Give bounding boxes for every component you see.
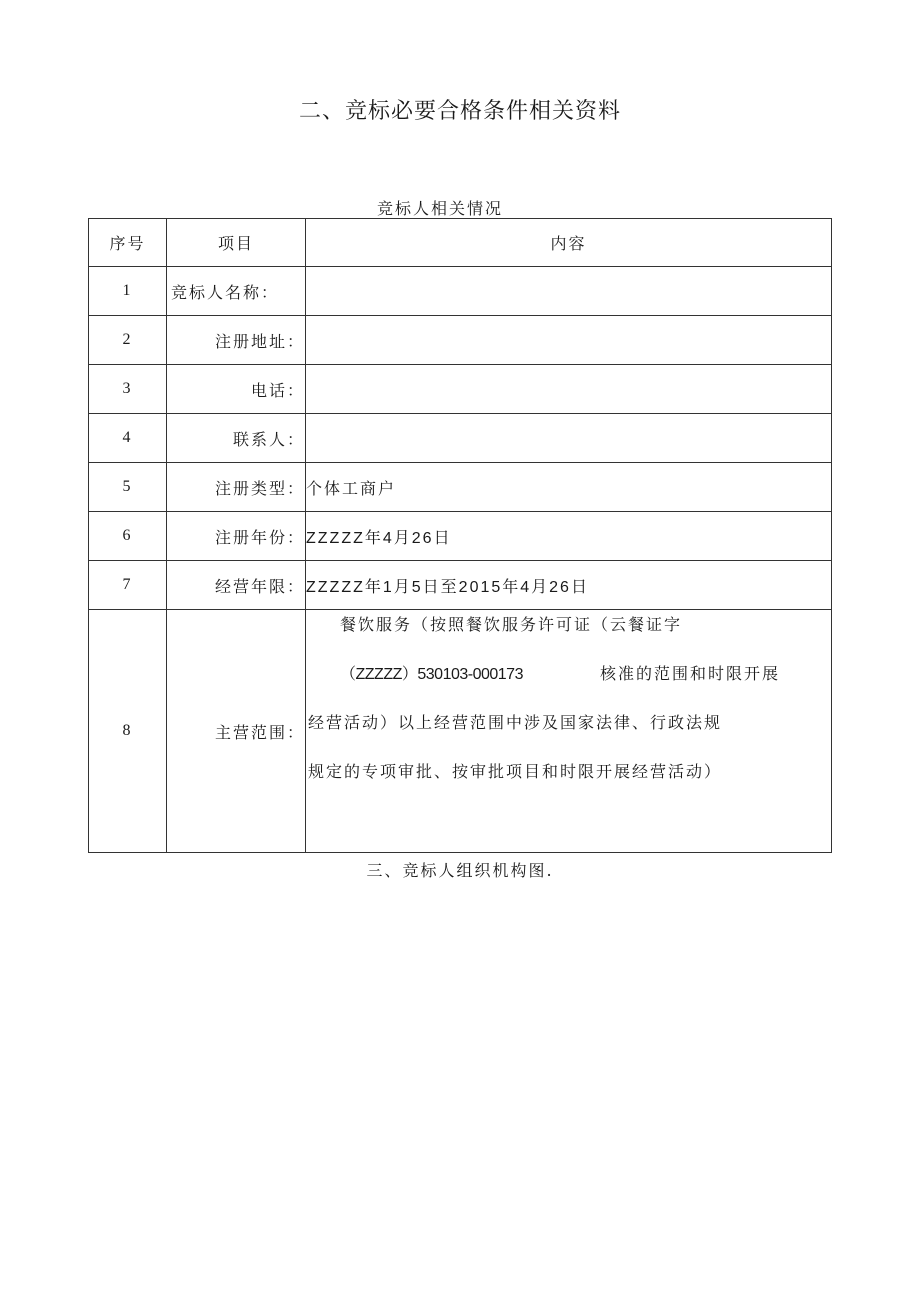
table-header-row	[89, 219, 832, 267]
table-row	[89, 610, 832, 853]
table-row	[89, 414, 832, 463]
row-item-label: 电话：	[167, 365, 306, 414]
table-row	[89, 316, 832, 365]
license-number: （ZZZZZ）530103-000173	[340, 666, 523, 683]
row-number: 3	[89, 365, 167, 414]
row-number: 1	[89, 267, 167, 316]
scope-line: 餐饮服务（按照餐饮服务许可证（云餐证字	[340, 615, 683, 634]
row-item-label: 注册年份：	[167, 512, 306, 561]
row-item-label: 经营年限：	[167, 561, 306, 610]
row-item-label: 联系人：	[167, 414, 306, 463]
row-value	[306, 414, 832, 463]
row-value: ZZZZZ年4月26日	[306, 512, 832, 561]
row-value: ZZZZZ年1月5日至2015年4月26日	[306, 561, 832, 610]
business-scope-cell	[306, 610, 832, 853]
row-number: 2	[89, 316, 167, 365]
table-caption: 竞标人相关情况	[376, 199, 503, 218]
row-item-label: 竞标人名称：	[167, 267, 306, 316]
section-heading-org-chart: 三、竞标人组织机构图.	[366, 861, 554, 880]
table-row	[89, 365, 832, 414]
table-row	[89, 267, 832, 316]
row-value	[306, 316, 832, 365]
header-content: 内容	[306, 219, 832, 267]
row-number: 6	[89, 512, 167, 561]
table-row	[89, 463, 832, 512]
table-row	[89, 561, 832, 610]
row-value: 个体工商户	[306, 463, 832, 512]
table-row	[89, 512, 832, 561]
page-title: 二、竞标必要合格条件相关资料	[298, 99, 621, 124]
header-item: 项目	[167, 219, 306, 267]
scope-line	[306, 659, 831, 708]
row-number: 4	[89, 414, 167, 463]
header-no: 序号	[89, 219, 167, 267]
scope-line: 经营活动）以上经营范围中涉及国家法律、行政法规	[308, 713, 723, 732]
row-value	[306, 267, 832, 316]
scope-line-tail: 核准的范围和时限开展	[600, 664, 781, 683]
row-item-label: 主营范围：	[167, 610, 306, 853]
row-item-label: 注册地址：	[167, 316, 306, 365]
bidder-info-table	[88, 218, 832, 853]
row-item-label: 注册类型：	[167, 463, 306, 512]
row-number: 5	[89, 463, 167, 512]
row-value	[306, 365, 832, 414]
row-number: 8	[89, 610, 167, 853]
scope-line: 规定的专项审批、按审批项目和时限开展经营活动）	[308, 762, 723, 781]
row-number: 7	[89, 561, 167, 610]
